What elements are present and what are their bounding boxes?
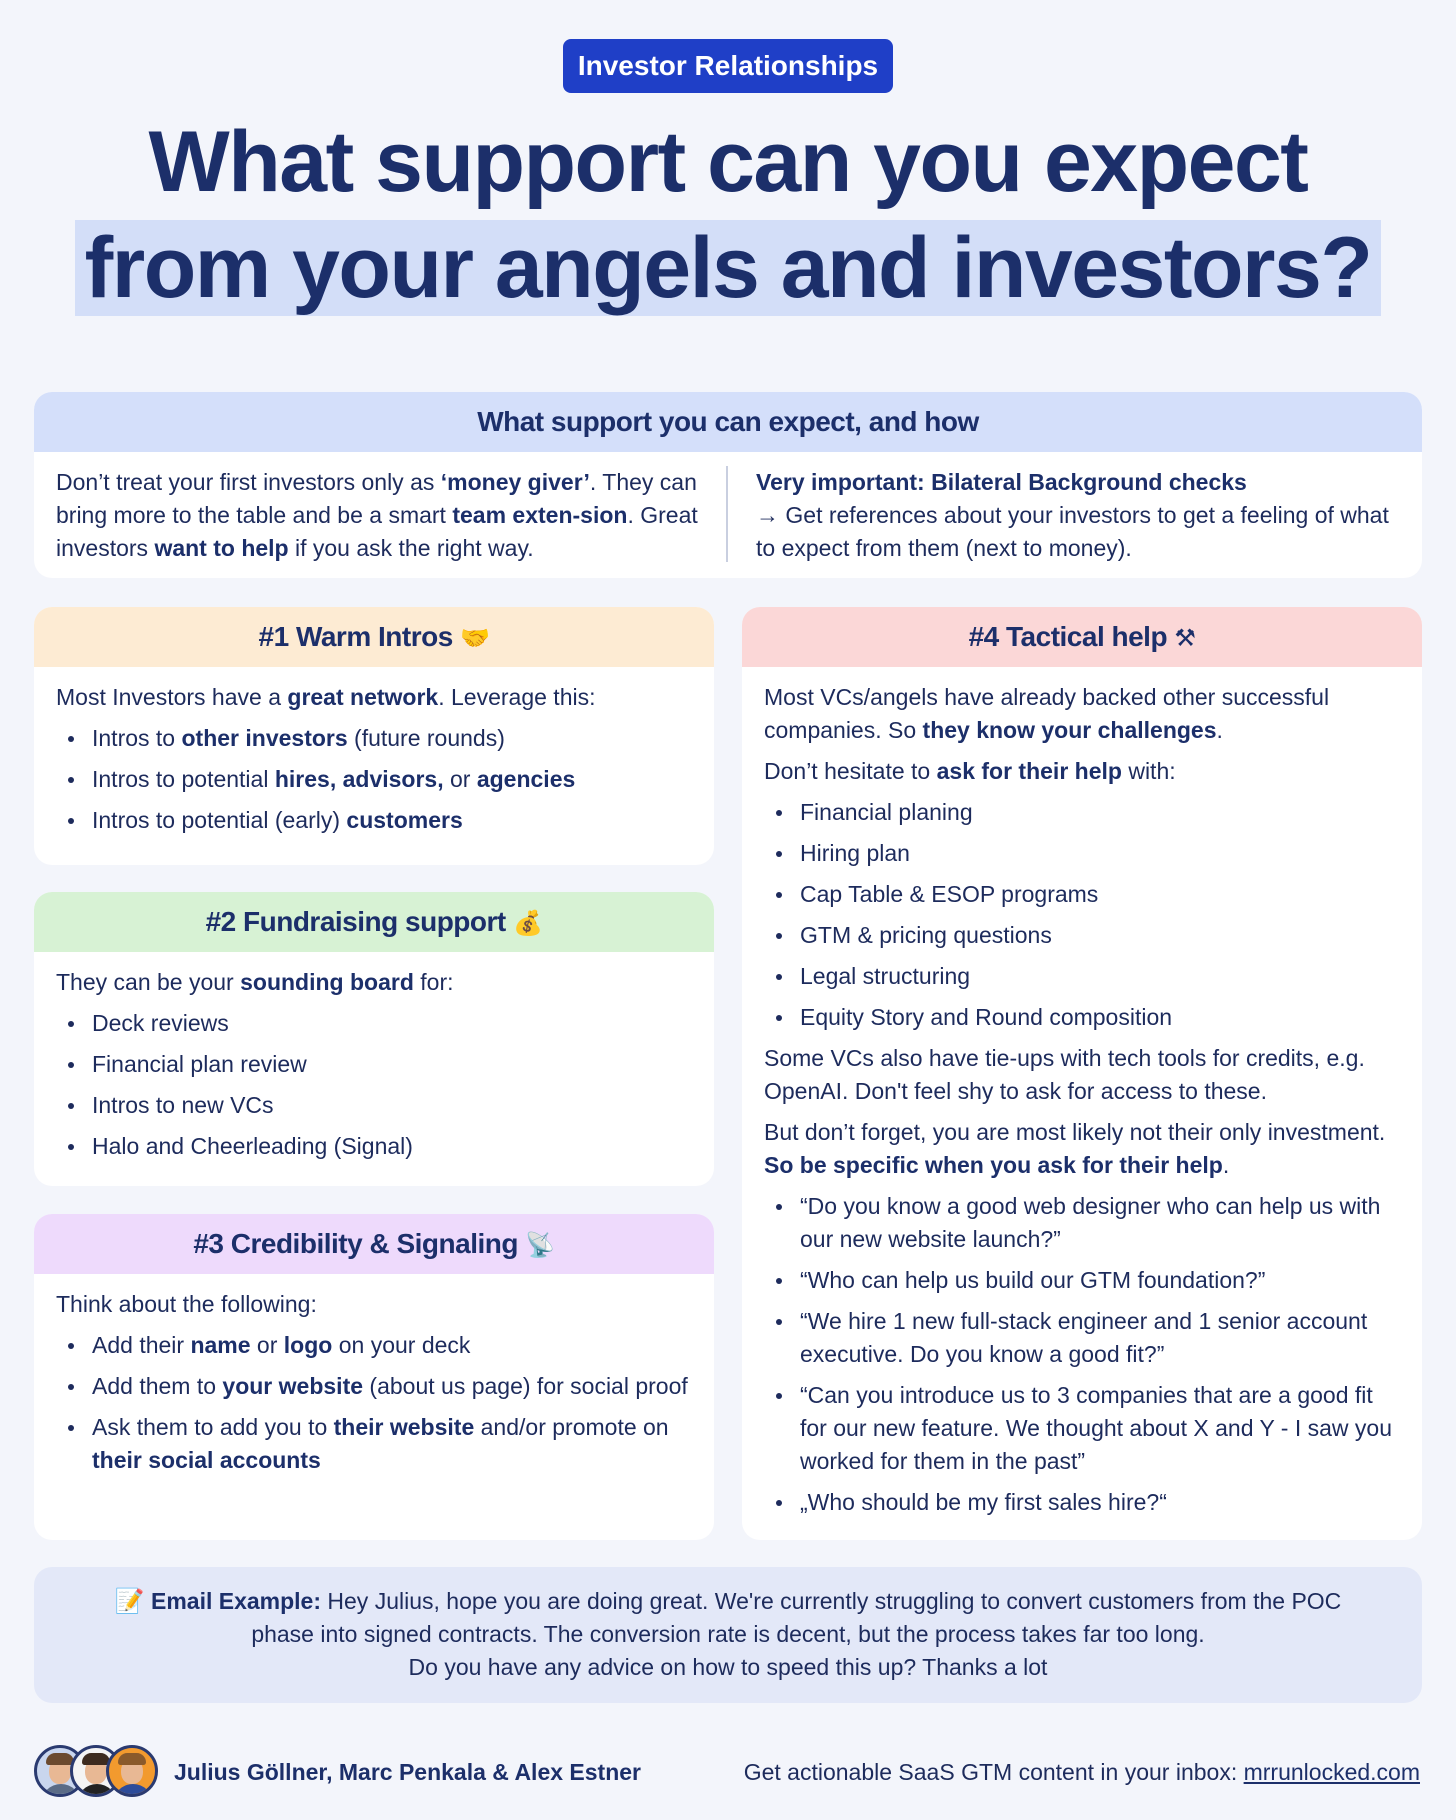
list-item <box>56 1329 692 1362</box>
text: Add their <box>92 1332 191 1358</box>
text: on your deck <box>332 1332 471 1358</box>
list-item: Halo and Cheerleading (Signal) <box>56 1130 692 1163</box>
list-item: Intros to new VCs <box>56 1089 692 1122</box>
intro-card <box>34 392 1422 578</box>
card-body <box>742 667 1422 1519</box>
help-topics-list <box>764 796 1400 1034</box>
emphasis: hires, advisors, <box>274 766 444 792</box>
lead-text <box>56 681 692 714</box>
emphasis: customers <box>346 807 463 833</box>
list-item <box>56 722 692 755</box>
intro-left-text <box>56 466 736 565</box>
text: Most VCs/angels have already backed other successful companies. So <box>764 684 1330 743</box>
bullet-list <box>56 1329 692 1477</box>
emphasis: they know your challenges <box>922 717 1217 743</box>
card-heading-text: #3 Credibility & Signaling <box>193 1228 518 1259</box>
author-avatars <box>34 1745 164 1799</box>
list-item: „Who should be my first sales hire?“ <box>764 1486 1400 1519</box>
text: But don’t forget, you are most likely not their only investment. <box>764 1119 1386 1145</box>
emphasis: their website <box>333 1414 475 1440</box>
list-item <box>56 763 692 796</box>
list-item: Hiring plan <box>764 837 1400 870</box>
card-heading-text: #4 Tactical help <box>968 621 1168 652</box>
card-body <box>34 667 714 837</box>
list-item: Equity Story and Round composition <box>764 1001 1400 1034</box>
emphasis: their social accounts <box>92 1447 321 1473</box>
text: Don’t treat your first investors only as <box>56 469 441 495</box>
fundraising-support-card <box>34 892 714 1186</box>
emphasis: sounding board <box>240 969 414 995</box>
emphasis: agencies <box>476 766 576 792</box>
list-item <box>56 1370 692 1403</box>
text: (future rounds) <box>347 725 505 751</box>
page-title-line-1: What support can you expect <box>148 114 1308 210</box>
text: if you ask the right way. <box>288 535 534 561</box>
card-heading <box>34 892 714 952</box>
emphasis: ‘money giver’ <box>440 469 590 495</box>
text: (about us page) for social proof <box>363 1373 688 1399</box>
email-line-3: Do you have any advice on how to speed this up? Thanks a lot <box>408 1654 1048 1680</box>
category-tag: Investor Relationships <box>563 39 893 93</box>
list-item <box>56 1411 692 1477</box>
text: . Leverage this: <box>438 684 596 710</box>
card-body <box>34 1274 714 1477</box>
newsletter-link[interactable]: mrrunlocked.com <box>1243 1759 1420 1785</box>
text: and/or promote on <box>474 1414 669 1440</box>
list-item: “We hire 1 new full-stack engineer and 1 senior account executive. Do you know a good fit?” <box>764 1305 1400 1371</box>
intro-right-text <box>756 466 1396 565</box>
lead-text: Think about the following: <box>56 1291 317 1317</box>
text: Ask them to add you to <box>92 1414 334 1440</box>
page-title-line-2 <box>0 214 1456 322</box>
email-label: Email Example: <box>150 1588 322 1614</box>
emphasis: team exten-sion <box>452 502 628 528</box>
card-heading-text: #2 Fundraising support <box>205 906 506 937</box>
memo-icon: 📝 <box>114 1587 145 1615</box>
text: → Get references about your investors to get a feeling of what to expect from them (next to money). <box>756 502 1389 561</box>
email-line-2: phase into signed contracts. The conversion rate is decent, but the process takes far too long. <box>251 1621 1205 1647</box>
handshake-icon: 🤝 <box>460 624 490 652</box>
text: Most Investors have a <box>56 684 288 710</box>
list-item <box>56 804 692 837</box>
paragraph <box>764 681 1400 747</box>
emphasis: logo <box>283 1332 333 1358</box>
credibility-signaling-card <box>34 1214 714 1540</box>
text: or <box>250 1332 284 1358</box>
emphasis: want to help <box>154 535 289 561</box>
list-item: “Can you introduce us to 3 companies that are a good fit for our new feature. We thought about X and Y - I saw you worked for them in the past” <box>764 1379 1400 1478</box>
bullet-list <box>56 1007 692 1163</box>
text: Intros to potential (early) <box>92 807 347 833</box>
emphasis: other investors <box>181 725 348 751</box>
paragraph: Some VCs also have tie-ups with tech tools for credits, e.g. OpenAI. Don't feel shy to ask for access to these. <box>764 1045 1365 1104</box>
card-heading-text: #1 Warm Intros <box>258 621 453 652</box>
emphasis: your website <box>222 1373 364 1399</box>
column-divider <box>726 466 728 562</box>
hammer-and-pick-icon: ⚒ <box>1174 624 1196 652</box>
card-heading <box>34 607 714 667</box>
paragraph <box>764 755 1400 788</box>
text: . <box>1216 717 1223 743</box>
list-item: Deck reviews <box>56 1007 692 1040</box>
text: Add them to <box>92 1373 223 1399</box>
text: with: <box>1121 758 1176 784</box>
text: Hey Julius, hope you are doing great. We're currently struggling to convert customers from the POC <box>321 1588 1342 1614</box>
list-item: “Do you know a good web designer who can help us with our new website launch?” <box>764 1190 1400 1256</box>
avatar <box>106 1745 158 1797</box>
authors: Julius Göllner, Marc Penkala & Alex Estner <box>174 1759 641 1785</box>
emphasis: So be specific when you ask for their help <box>764 1152 1223 1178</box>
intro-card-heading: What support you can expect, and how <box>34 392 1422 452</box>
tactical-help-card <box>742 607 1422 1540</box>
newsletter-cta <box>744 1757 1420 1787</box>
card-heading <box>742 607 1422 667</box>
text: Intros to potential <box>92 766 275 792</box>
paragraph <box>764 1116 1400 1182</box>
email-example <box>34 1567 1422 1703</box>
text: Get actionable SaaS GTM content in your inbox: <box>743 1759 1244 1785</box>
list-item: Financial plan review <box>56 1048 692 1081</box>
list-item: Financial planing <box>764 796 1400 829</box>
list-item: GTM & pricing questions <box>764 919 1400 952</box>
text: . <box>1222 1152 1230 1178</box>
list-item: “Who can help us build our GTM foundation?” <box>764 1264 1400 1297</box>
text: . Great investors <box>56 502 698 561</box>
text: Don’t hesitate to <box>764 758 937 784</box>
text: . They can bring more to the table and be a smart <box>56 469 697 528</box>
text: Intros to <box>92 725 182 751</box>
text: They can be your <box>56 969 241 995</box>
satellite-dish-icon: 📡 <box>525 1231 555 1259</box>
text: or <box>443 766 477 792</box>
emphasis: ask for their help <box>936 758 1122 784</box>
emphasis: great network <box>287 684 439 710</box>
email-line-1 <box>34 1585 1422 1618</box>
bullet-list <box>56 722 692 837</box>
card-body <box>34 952 714 1163</box>
list-item: Cap Table & ESOP programs <box>764 878 1400 911</box>
warm-intros-card <box>34 607 714 865</box>
emphasis: Very important: Bilateral Background checks <box>756 469 1247 495</box>
example-questions-list <box>764 1190 1400 1519</box>
highlighted-title: from your angels and investors? <box>75 220 1382 316</box>
emphasis: name <box>190 1332 251 1358</box>
card-heading <box>34 1214 714 1274</box>
money-bag-icon: 💰 <box>513 909 543 937</box>
text: for: <box>413 969 454 995</box>
lead-text <box>56 966 692 999</box>
list-item: Legal structuring <box>764 960 1400 993</box>
